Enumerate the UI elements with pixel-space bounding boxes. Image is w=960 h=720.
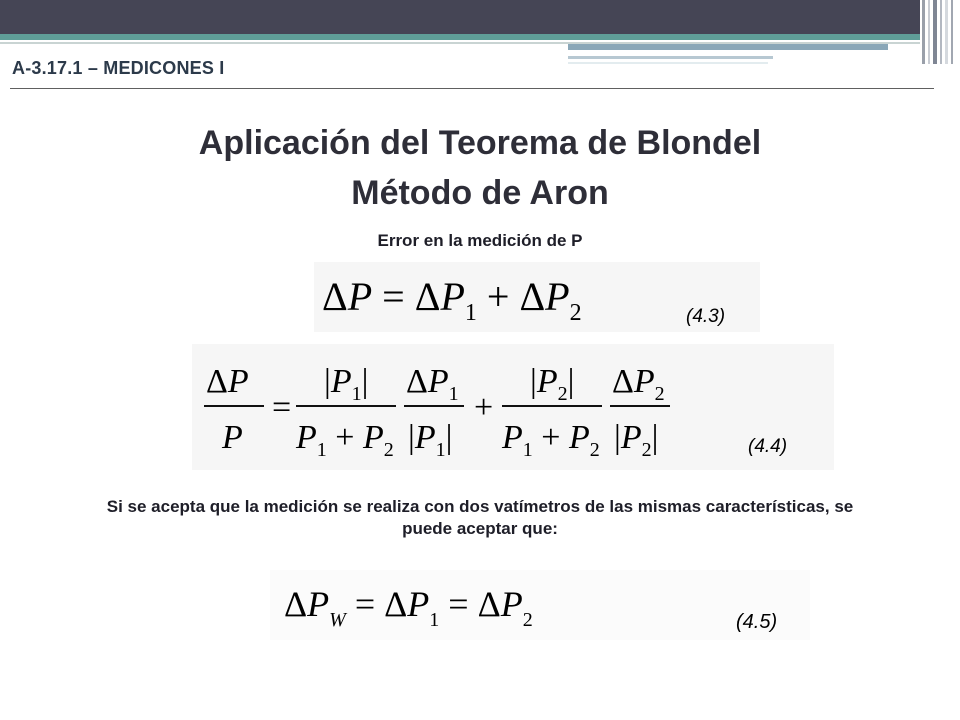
svg-text:P: P — [222, 419, 243, 456]
svg-text:ΔP2: $\Delta P_2$ — [612, 363, 665, 405]
accent-bar — [0, 34, 920, 40]
section-divider — [10, 88, 934, 89]
equation-number: (4.3) — [686, 306, 726, 327]
svg-text:=: = — [272, 389, 292, 426]
svg-text:ΔP = ΔP1 + ΔP2: $\Delta P = \Delta P_1 + \Delta P_2$ — [322, 274, 582, 326]
svg-text:ΔPW = ΔP1 = ΔP2: $\Delta P_W = \Delta P_1 = \Delta P_2$ — [284, 584, 533, 631]
svg-text:|P1|: $|P_1|$ — [324, 363, 369, 405]
equation-4-4 — [192, 344, 834, 470]
equation-number: (4.4) — [748, 436, 788, 457]
equation-number: (4.5) — [736, 611, 778, 633]
svg-text:+: + — [474, 389, 494, 426]
decor-stripe — [568, 62, 768, 64]
equation-4-3 — [314, 262, 760, 332]
decor-stripe — [568, 44, 888, 50]
explanation-text: Si se acepta que la medición se realiza con dos vatímetros de las mismas características, se puede aceptar que: — [106, 497, 854, 538]
slide-subtitle-title: Método de Aron — [351, 174, 609, 212]
svg-text:|P2|: $|P_2|$ — [530, 363, 575, 405]
top-bar — [0, 0, 920, 34]
svg-text:P1 + P2: $P_1 + P_2$ — [296, 419, 394, 461]
svg-text:|P2|: $|P_2|$ — [614, 419, 659, 461]
section-heading: Error en la medición de P — [377, 231, 583, 250]
svg-text:P1 + P2: $P_1 + P_2$ — [502, 419, 600, 461]
svg-text:ΔP1: $\Delta P_1$ — [406, 363, 459, 405]
section-label: A-3.17.1 – MEDICONES I — [12, 58, 225, 78]
corner-decoration — [920, 0, 960, 64]
svg-text:ΔP: ΔP — [206, 363, 249, 400]
slide-title: Aplicación del Teorema de Blondel — [198, 124, 762, 162]
decor-stripe — [568, 56, 773, 59]
svg-text:|P1|: $|P_1|$ — [408, 419, 453, 461]
equation-4-5 — [270, 570, 810, 640]
